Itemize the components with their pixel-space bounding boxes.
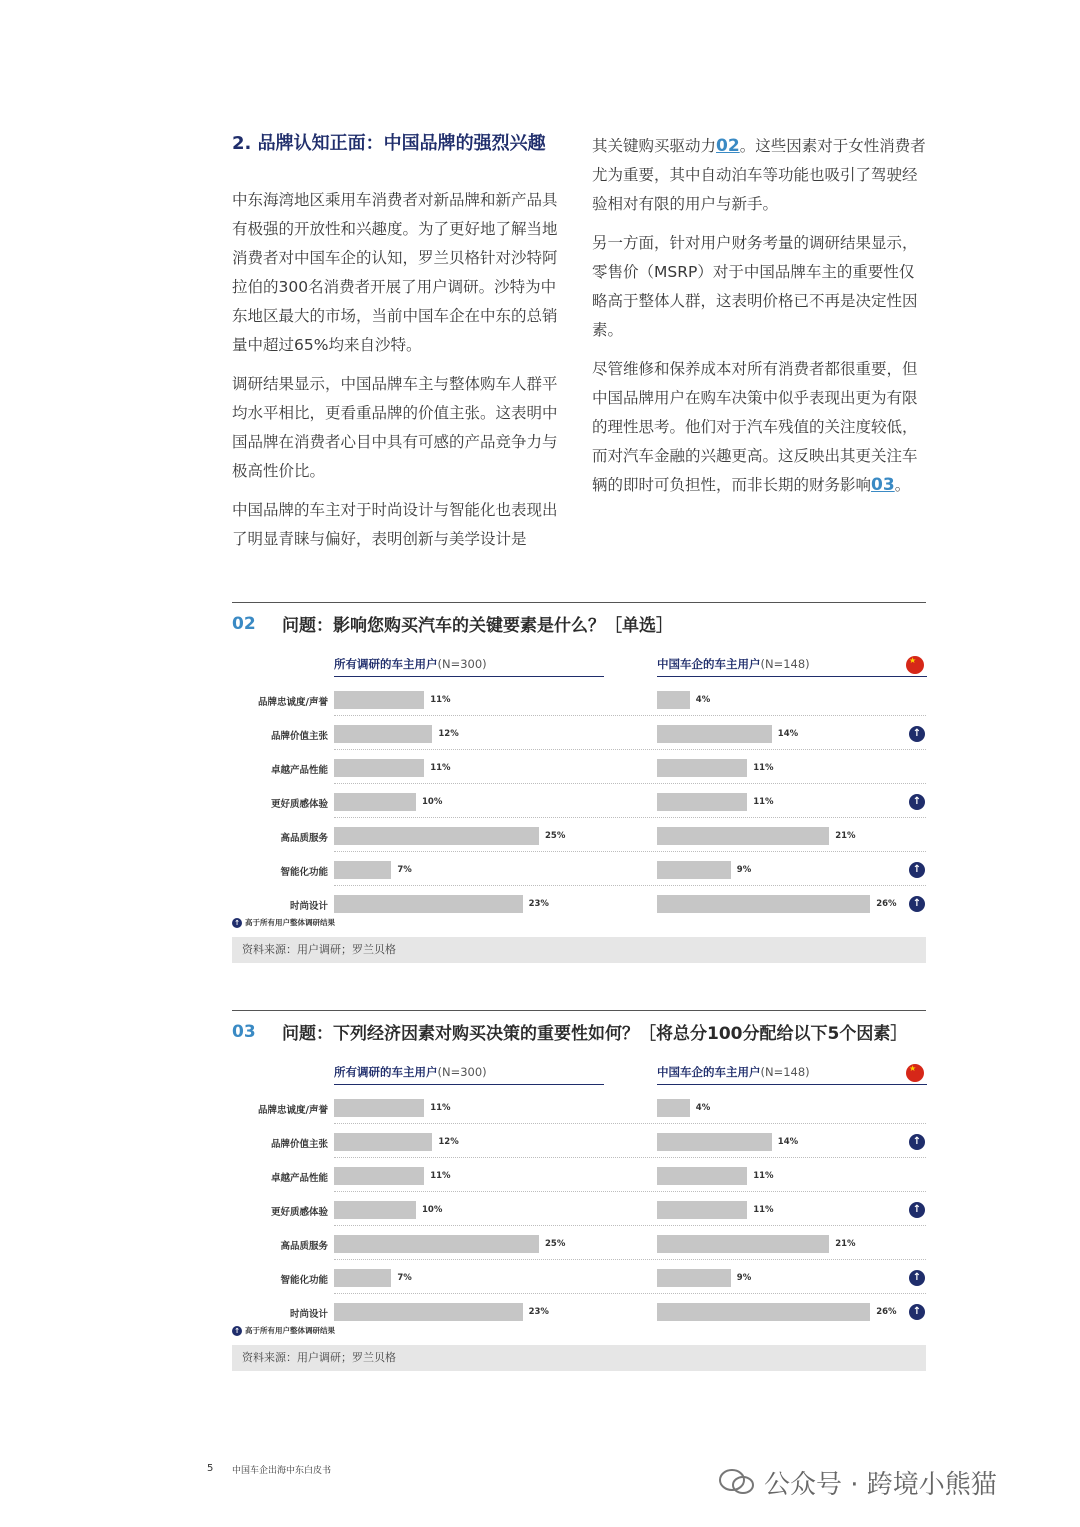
legend-text: 高于所有用户整体调研结果 <box>245 1326 335 1335</box>
data-label: 14% <box>777 1137 799 1147</box>
row-separator <box>334 1293 926 1294</box>
china-flag-icon <box>906 1064 924 1082</box>
legend <box>232 917 335 928</box>
legend-arrow-up-icon: ↑ <box>232 1326 242 1336</box>
arrow-up-icon: ↑ <box>909 896 925 912</box>
row-label: 智能化功能 <box>280 867 328 878</box>
panel-header-1 <box>334 1064 487 1080</box>
panel-header-rule <box>334 676 604 677</box>
bar <box>657 759 747 777</box>
footer-title: 中国车企出海中东白皮书 <box>232 1466 332 1476</box>
right-paragraph-1 <box>592 132 928 219</box>
data-label: 11% <box>430 1103 451 1113</box>
bar <box>334 691 424 709</box>
bar <box>334 1201 416 1219</box>
data-label: 11% <box>430 763 451 773</box>
series-name: 中国车企的车主用户 <box>657 1065 761 1079</box>
page-number: 5 <box>207 1463 214 1474</box>
data-label: 7% <box>397 1273 412 1283</box>
row-label: 品牌忠诚度/声誉 <box>258 1105 328 1116</box>
data-label: 11% <box>753 1171 774 1181</box>
source-note: 资料来源：用户调研；罗兰贝格 <box>232 1345 926 1371</box>
row-separator <box>334 1259 926 1260</box>
left-paragraph-3: 中国品牌的车主对于时尚设计与智能化也表现出了明显青睐与偏好，表明创新与美学设计是 <box>232 501 558 548</box>
figure-ref-02[interactable]: 02 <box>716 136 740 156</box>
series-name: 所有调研的车主用户 <box>334 1065 438 1079</box>
row-label: 更好质感体验 <box>270 799 328 810</box>
bar <box>657 1133 772 1151</box>
row-label: 时尚设计 <box>289 901 328 912</box>
data-label: 25% <box>545 1239 566 1249</box>
row-label: 品牌忠诚度/声誉 <box>258 697 328 708</box>
bar <box>334 861 391 879</box>
row-separator <box>334 817 926 818</box>
bar <box>657 1269 731 1287</box>
data-label: 14% <box>777 729 799 739</box>
row-label: 高品质服务 <box>280 1241 328 1252</box>
row-separator <box>334 1123 926 1124</box>
right-paragraph-3 <box>592 355 928 500</box>
bar <box>657 1099 690 1117</box>
legend <box>232 1325 335 1336</box>
legend-text: 高于所有用户整体调研结果 <box>245 918 335 927</box>
china-flag-icon <box>906 656 924 674</box>
figure-02 <box>232 602 926 972</box>
right-paragraph-2: 另一方面，针对用户财务考量的调研结果显示，零售价（MSRP）对于中国品牌车主的重要性仅略高于整体人群，这表明价格已不再是决定性因素。 <box>592 234 918 339</box>
bar <box>334 1099 424 1117</box>
sample-size: (N=148) <box>760 657 810 671</box>
bar <box>334 1235 539 1253</box>
data-label: 10% <box>422 797 443 807</box>
panel-header-rule <box>657 1084 927 1085</box>
row-separator <box>334 851 926 852</box>
data-label: 23% <box>528 1307 549 1317</box>
arrow-up-icon: ↑ <box>909 1304 925 1320</box>
data-label: 11% <box>430 1171 451 1181</box>
figure-top-rule <box>232 1010 926 1011</box>
section-title: 2. 品牌认知正面：中国品牌的强烈兴趣 <box>232 133 546 154</box>
row-label: 卓越产品性能 <box>270 1173 328 1184</box>
bar <box>334 1133 432 1151</box>
panel-header-rule <box>657 676 927 677</box>
data-label: 21% <box>835 831 856 841</box>
right-paragraph-1-text: 其关键购买驱动力 <box>592 137 717 155</box>
right-paragraph-3-rest: 。 <box>894 476 911 494</box>
figure-number: 03 <box>232 1022 256 1042</box>
arrow-up-icon: ↑ <box>909 862 925 878</box>
data-label: 11% <box>753 763 774 773</box>
figure-title: 问题：影响您购买汽车的关键要素是什么？［单选］ <box>282 616 673 636</box>
row-separator <box>334 885 926 886</box>
data-label: 4% <box>695 695 711 705</box>
row-separator <box>334 1225 926 1226</box>
row-label: 更好质感体验 <box>270 1207 328 1218</box>
row-separator <box>334 783 926 784</box>
data-label: 11% <box>753 1205 774 1215</box>
data-label: 9% <box>736 1273 752 1283</box>
row-label: 卓越产品性能 <box>270 765 328 776</box>
bar <box>334 827 539 845</box>
row-label: 品牌价值主张 <box>270 1139 328 1150</box>
data-label: 23% <box>528 899 549 909</box>
data-label: 26% <box>876 1307 897 1317</box>
series-name: 中国车企的车主用户 <box>657 657 761 671</box>
bar <box>334 793 416 811</box>
panel-header-1 <box>334 656 487 672</box>
figure-number: 02 <box>232 614 256 634</box>
row-label: 品牌价值主张 <box>270 731 328 742</box>
left-paragraph-1: 中东海湾地区乘用车消费者对新品牌和新产品具有极强的开放性和兴趣度。为了更好地了解当地消费者对中国车企的认知，罗兰贝格针对沙特阿拉伯的300名消费者开展了用户调研。沙特为中东地区最大的市场，当前中国车企在中东的总销量中超过65%均来自沙特。 <box>232 191 558 354</box>
bar <box>657 1201 747 1219</box>
data-label: 12% <box>438 729 459 739</box>
data-label: 10% <box>422 1205 443 1215</box>
right-column <box>592 132 928 510</box>
data-label: 11% <box>753 797 774 807</box>
data-label: 4% <box>695 1103 711 1113</box>
row-separator <box>334 1157 926 1158</box>
arrow-up-icon: ↑ <box>909 726 925 742</box>
data-label: 7% <box>397 865 412 875</box>
sample-size: (N=148) <box>760 1065 810 1079</box>
data-label: 11% <box>430 695 451 705</box>
arrow-up-icon: ↑ <box>909 1270 925 1286</box>
bar <box>657 725 772 743</box>
bar <box>334 1303 523 1321</box>
bar <box>657 827 829 845</box>
figure-03 <box>232 1010 926 1392</box>
data-label: 12% <box>438 1137 459 1147</box>
bar <box>334 725 432 743</box>
bar <box>334 759 424 777</box>
series-name: 所有调研的车主用户 <box>334 657 438 671</box>
panel-header-2 <box>657 1064 810 1080</box>
bar <box>334 1167 424 1185</box>
figure-top-rule <box>232 602 926 603</box>
bar <box>657 691 690 709</box>
arrow-up-icon: ↑ <box>909 794 925 810</box>
left-paragraph-2: 调研结果显示，中国品牌车主与整体购车人群平均水平相比，更看重品牌的价值主张。这表明中国品牌在消费者心目中具有可感的产品竞争力与极高性价比。 <box>232 375 558 480</box>
bar <box>657 793 747 811</box>
data-label: 21% <box>835 1239 856 1249</box>
data-label: 26% <box>876 899 897 909</box>
row-separator <box>334 1191 926 1192</box>
right-paragraph-3-text: 尽管维修和保养成本对所有消费者都很重要，但中国品牌用户在购车决策中似乎表现出更为有限的理性思考。他们对于汽车残值的关注度较低，而对汽车金融的兴趣更高。这反映出其更关注车辆的即时可负担性，而非长期的财务影响 <box>592 360 918 494</box>
row-separator <box>334 715 926 716</box>
sample-size: (N=300) <box>437 657 487 671</box>
row-label: 时尚设计 <box>289 1309 328 1320</box>
bar <box>657 861 731 879</box>
data-label: 9% <box>736 865 752 875</box>
bar <box>657 895 870 913</box>
bar <box>334 895 523 913</box>
row-label: 智能化功能 <box>280 1275 328 1286</box>
left-column <box>232 132 568 564</box>
bar <box>334 1269 391 1287</box>
arrow-up-icon: ↑ <box>909 1134 925 1150</box>
wechat-icon <box>718 1468 756 1496</box>
sample-size: (N=300) <box>437 1065 487 1079</box>
watermark: 公众号 · 跨境小熊猫 <box>764 1470 997 1500</box>
row-label: 高品质服务 <box>280 833 328 844</box>
data-label: 25% <box>545 831 566 841</box>
legend-arrow-up-icon: ↑ <box>232 918 242 928</box>
panel-header-2 <box>657 656 810 672</box>
panel-header-rule <box>334 1084 604 1085</box>
bar <box>657 1167 747 1185</box>
row-separator <box>334 749 926 750</box>
bar <box>657 1235 829 1253</box>
figure-ref-03[interactable]: 03 <box>871 475 895 495</box>
source-note: 资料来源：用户调研；罗兰贝格 <box>232 937 926 963</box>
bar <box>657 1303 870 1321</box>
right-paragraph-1-rest: 。这些因素对于女性消费者尤为重要，其中自动泊车等功能也吸引了驾驶经验相对有限的用户与新手。 <box>592 137 926 213</box>
figure-title: 问题：下列经济因素对购买决策的重要性如何？［将总分100分配给以下5个因素］ <box>282 1024 908 1044</box>
arrow-up-icon: ↑ <box>909 1202 925 1218</box>
